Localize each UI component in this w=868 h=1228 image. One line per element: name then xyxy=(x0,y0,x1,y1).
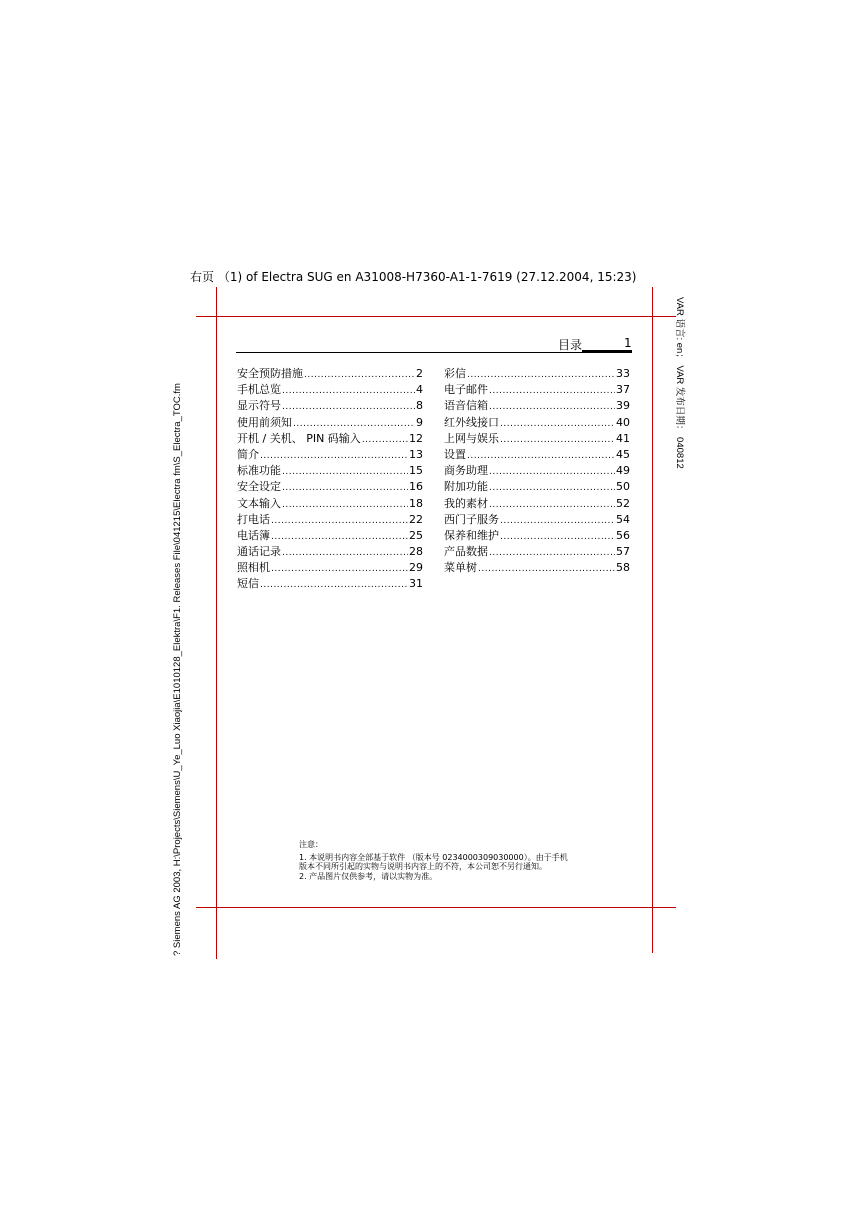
toc-entry[interactable] xyxy=(444,430,630,446)
dot-leader xyxy=(489,386,615,396)
toc-entry-page: 31 xyxy=(409,577,423,591)
toc-entry-title: 设置 xyxy=(444,447,466,461)
toc-entry-title: 安全设定 xyxy=(237,480,281,494)
dot-leader xyxy=(282,548,408,558)
toc-entry-page: 8 xyxy=(416,399,423,413)
toc-entry-title: 标准功能 xyxy=(237,464,281,478)
toc-entry[interactable] xyxy=(237,397,423,413)
crop-line-right xyxy=(652,287,653,953)
toc-entry-title: 文本输入 xyxy=(237,496,281,510)
toc-entry-page: 56 xyxy=(616,528,630,542)
toc-entry[interactable] xyxy=(444,462,630,478)
dot-leader xyxy=(489,500,615,510)
dot-leader xyxy=(489,402,615,412)
toc-entry-page: 57 xyxy=(616,545,630,559)
toc-entry[interactable] xyxy=(237,511,423,527)
toc-entry-page: 2 xyxy=(416,367,423,380)
toc-entry-title: 西门子服务 xyxy=(444,512,499,526)
note-block xyxy=(299,840,569,881)
dot-leader xyxy=(271,532,408,542)
file-header: 右页 （1) of Electra SUG en A31008-H7360-A1-1-7619 (27.12.2004, 15:23) xyxy=(190,270,637,284)
dot-leader xyxy=(500,435,615,445)
toc-entry-page: 39 xyxy=(616,399,630,413)
dot-leader xyxy=(282,483,408,493)
toc-entry-title: 菜单树 xyxy=(444,561,477,575)
toc-entry[interactable] xyxy=(444,381,630,397)
toc-entry-page: 22 xyxy=(409,512,423,526)
file-path-margin-text: ? Siemens AG 2003, H:\Projects\Siemens\U_Ye_Luo Xiaojia\E1010128_Elektra\F1. Releases File\041215\Electra fm\S_Electra_TOC.fm xyxy=(172,383,183,956)
toc-entry[interactable] xyxy=(237,575,423,591)
toc-entry-title: 安全预防措施 xyxy=(237,367,303,380)
dot-leader xyxy=(500,516,615,526)
toc-entry[interactable] xyxy=(444,365,630,381)
toc-entry[interactable] xyxy=(237,446,423,462)
toc-left-column xyxy=(237,365,423,592)
toc-entry[interactable] xyxy=(444,543,630,559)
toc-entry[interactable] xyxy=(237,478,423,494)
crop-line-top xyxy=(196,316,676,317)
page-number: 1 xyxy=(624,336,632,350)
toc-entry-title: 显示符号 xyxy=(237,399,281,413)
dot-leader xyxy=(500,419,615,429)
var-info-margin-text: VAR 语言: en； VAR 发布日期： 040812 xyxy=(674,297,685,469)
toc-entry-page: 29 xyxy=(409,561,423,575)
toc-entry-page: 33 xyxy=(616,367,630,380)
toc-entry-page: 16 xyxy=(409,480,423,494)
toc-entry-page: 13 xyxy=(409,447,423,461)
toc-entry[interactable] xyxy=(237,495,423,511)
toc-entry-page: 50 xyxy=(616,480,630,494)
toc-entry-page: 9 xyxy=(416,415,423,429)
toc-entry-title: 电子邮件 xyxy=(444,383,488,397)
toc-right-column xyxy=(444,365,630,575)
toc-entry[interactable] xyxy=(444,446,630,462)
toc-entry-title: 彩信 xyxy=(444,367,466,380)
toc-entry-page: 15 xyxy=(409,464,423,478)
toc-entry[interactable] xyxy=(237,365,423,381)
dot-leader xyxy=(271,516,408,526)
dot-leader xyxy=(467,451,615,461)
dot-leader xyxy=(260,580,408,590)
toc-entry-page: 18 xyxy=(409,496,423,510)
dot-leader xyxy=(362,435,408,445)
toc-entry-page: 40 xyxy=(616,415,630,429)
toc-entry-title: 简介 xyxy=(237,447,259,461)
dot-leader xyxy=(489,548,615,558)
toc-entry[interactable] xyxy=(237,414,423,430)
crop-line-bottom xyxy=(196,907,676,908)
toc-entry-title: 保养和维护 xyxy=(444,528,499,542)
toc-entry-title: 短信 xyxy=(237,577,259,591)
toc-entry[interactable] xyxy=(237,543,423,559)
toc-entry-page: 12 xyxy=(409,431,423,445)
crop-line-left xyxy=(216,287,217,959)
toc-entry-title: 红外线接口 xyxy=(444,415,499,429)
dot-leader xyxy=(489,483,615,493)
toc-entry-title: 手机总览 xyxy=(237,383,281,397)
toc-entry[interactable] xyxy=(237,430,423,446)
toc-entry-title: 我的素材 xyxy=(444,496,488,510)
toc-entry-title: 使用前须知 xyxy=(237,415,292,429)
toc-entry-page: 58 xyxy=(616,561,630,575)
toc-entry-page: 49 xyxy=(616,464,630,478)
dot-leader xyxy=(304,370,415,380)
toc-entry-title: 打电话 xyxy=(237,512,270,526)
toc-entry-page: 37 xyxy=(616,383,630,397)
toc-entry-page: 52 xyxy=(616,496,630,510)
toc-entry[interactable] xyxy=(444,414,630,430)
dot-leader xyxy=(489,467,615,477)
toc-entry-page: 28 xyxy=(409,545,423,559)
toc-entry-title: 产品数据 xyxy=(444,545,488,559)
dot-leader xyxy=(282,402,415,412)
toc-entry-title: 附加功能 xyxy=(444,480,488,494)
dot-leader xyxy=(282,386,415,396)
dot-leader xyxy=(271,564,408,574)
dot-leader xyxy=(282,500,408,510)
toc-heading: 目录 xyxy=(558,338,583,352)
toc-entry-page: 45 xyxy=(616,447,630,461)
toc-entry[interactable] xyxy=(444,495,630,511)
toc-entry-page: 41 xyxy=(616,431,630,445)
toc-entry-title: 通话记录 xyxy=(237,545,281,559)
toc-entry-title: 上网与娱乐 xyxy=(444,431,499,445)
toc-entry[interactable] xyxy=(444,511,630,527)
dot-leader xyxy=(478,564,615,574)
toc-entry[interactable] xyxy=(444,559,630,575)
toc-entry[interactable] xyxy=(237,462,423,478)
note-title: 注意： xyxy=(299,840,323,849)
heading-rule xyxy=(236,352,632,353)
toc-entry-title: 电话簿 xyxy=(237,528,270,542)
dot-leader xyxy=(467,370,615,380)
dot-leader xyxy=(293,419,415,429)
toc-entry-page: 54 xyxy=(616,512,630,526)
toc-entry-title: 语音信箱 xyxy=(444,399,488,413)
toc-entry-page: 4 xyxy=(416,383,423,397)
dot-leader xyxy=(282,467,408,477)
toc-entry[interactable] xyxy=(444,397,630,413)
toc-entry[interactable] xyxy=(237,559,423,575)
toc-entry-title: 照相机 xyxy=(237,561,270,575)
toc-entry[interactable] xyxy=(444,527,630,543)
toc-entry-page: 25 xyxy=(409,528,423,542)
dot-leader xyxy=(500,532,615,542)
toc-entry-title: 开机 / 关机、 PIN 码输入 xyxy=(237,431,361,445)
note-line-1: 1. 本说明书内容全部基于软件 （版本号 0234000309030000）。由于手机版本不同所引起的实物与说明书内容上的不符，本公司恕不另行通知。 xyxy=(299,852,568,871)
toc-entry[interactable] xyxy=(444,478,630,494)
toc-entry[interactable] xyxy=(237,381,423,397)
note-line-2: 2. 产品图片仅供参考，请以实物为准。 xyxy=(299,871,438,881)
toc-entry-title: 商务助理 xyxy=(444,464,488,478)
dot-leader xyxy=(260,451,408,461)
toc-entry[interactable] xyxy=(237,527,423,543)
